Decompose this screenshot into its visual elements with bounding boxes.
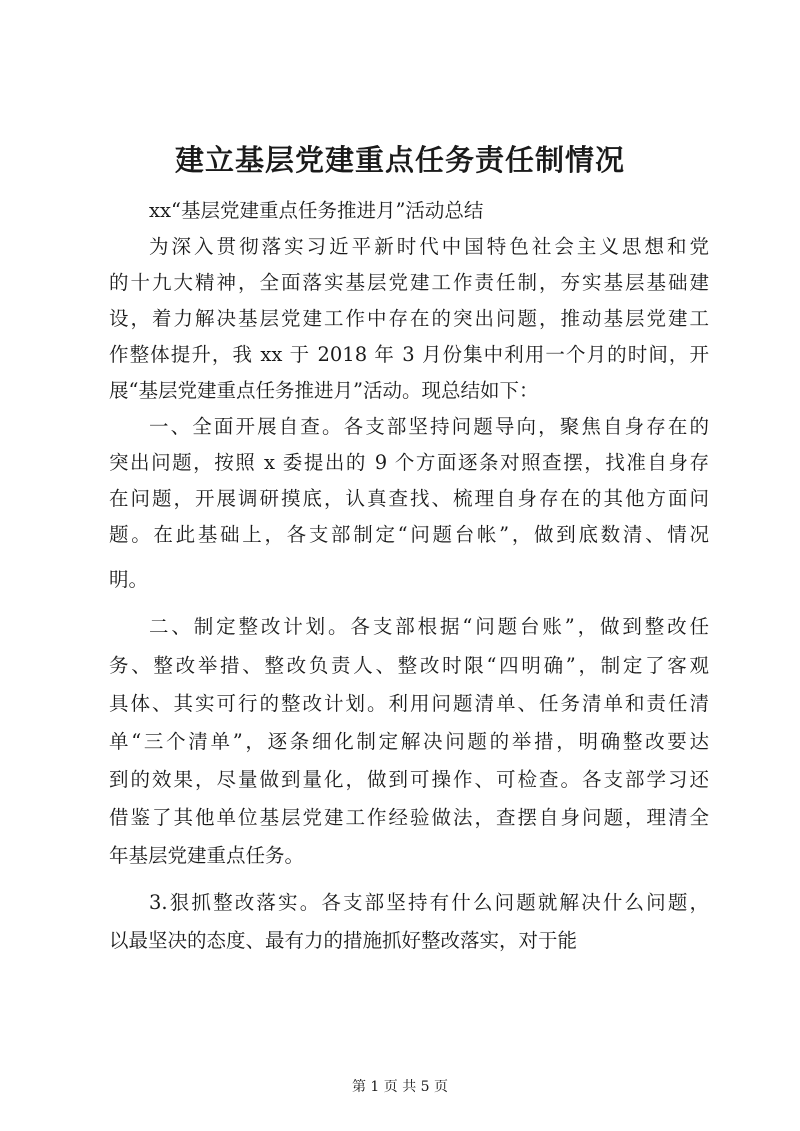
paragraph-line: 设，着力解决基层党建工作中存在的突出问题，推动基层党建工 xyxy=(109,307,709,330)
paragraph-line: 一、全面开展自查。各支部坚持问题导向，聚焦自身存在的 xyxy=(149,415,709,438)
document-title: 建立基层党建重点任务责任制情况 xyxy=(174,143,625,177)
paragraph-line: 在问题，开展调研摸底，认真查找、梳理自身存在的其他方面问 xyxy=(109,487,709,510)
paragraph-line: 明。 xyxy=(109,568,149,591)
paragraph-line: 具体、其实可行的整改计划。利用问题清单、任务清单和责任清 xyxy=(109,692,709,715)
paragraph-line: 以最坚决的态度、最有力的措施抓好整改落实，对于能 xyxy=(109,929,578,952)
paragraph-line: 突出问题，按照 x 委提出的 9 个方面逐条对照查摆，找准自身存 xyxy=(109,451,709,474)
paragraph-line: 的十九大精神，全面落实基层党建工作责任制，夯实基层基础建 xyxy=(109,271,709,294)
paragraph-line: 年基层党建重点任务。 xyxy=(109,844,305,867)
page-number: 第 1 页 共 5 页 xyxy=(351,1079,449,1095)
paragraph-line: 单“三个清单”，逐条细化制定解决问题的举措，明确整改要达 xyxy=(109,730,709,753)
paragraph-line: 务、整改举措、整改负责人、整改时限“四明确”，制定了客观 xyxy=(109,654,709,677)
paragraph-line: 二、制定整改计划。各支部根据“问题台账”，做到整改任 xyxy=(149,615,709,638)
paragraph-line: 3.狠抓整改落实。各支部坚持有什么问题就解决什么问题， xyxy=(149,891,709,914)
paragraph-line: 作整体提升，我 xx 于 2018 年 3 月份集中利用一个月的时间，开 xyxy=(109,343,709,366)
paragraph-line: 借鉴了其他单位基层党建工作经验做法，查摆自身问题，理清全 xyxy=(109,806,709,829)
subtitle-line: xx“基层党建重点任务推进月”活动总结 xyxy=(149,199,484,222)
paragraph-line: 为深入贯彻落实习近平新时代中国特色社会主义思想和党 xyxy=(149,235,709,258)
paragraph-line: 展“基层党建重点任务推进月”活动。现总结如下： xyxy=(109,379,539,402)
paragraph-line: 题。在此基础上，各支部制定“问题台帐”，做到底数清、情况 xyxy=(109,523,709,546)
paragraph-line: 到的效果，尽量做到量化，做到可操作、可检查。各支部学习还 xyxy=(109,768,709,791)
